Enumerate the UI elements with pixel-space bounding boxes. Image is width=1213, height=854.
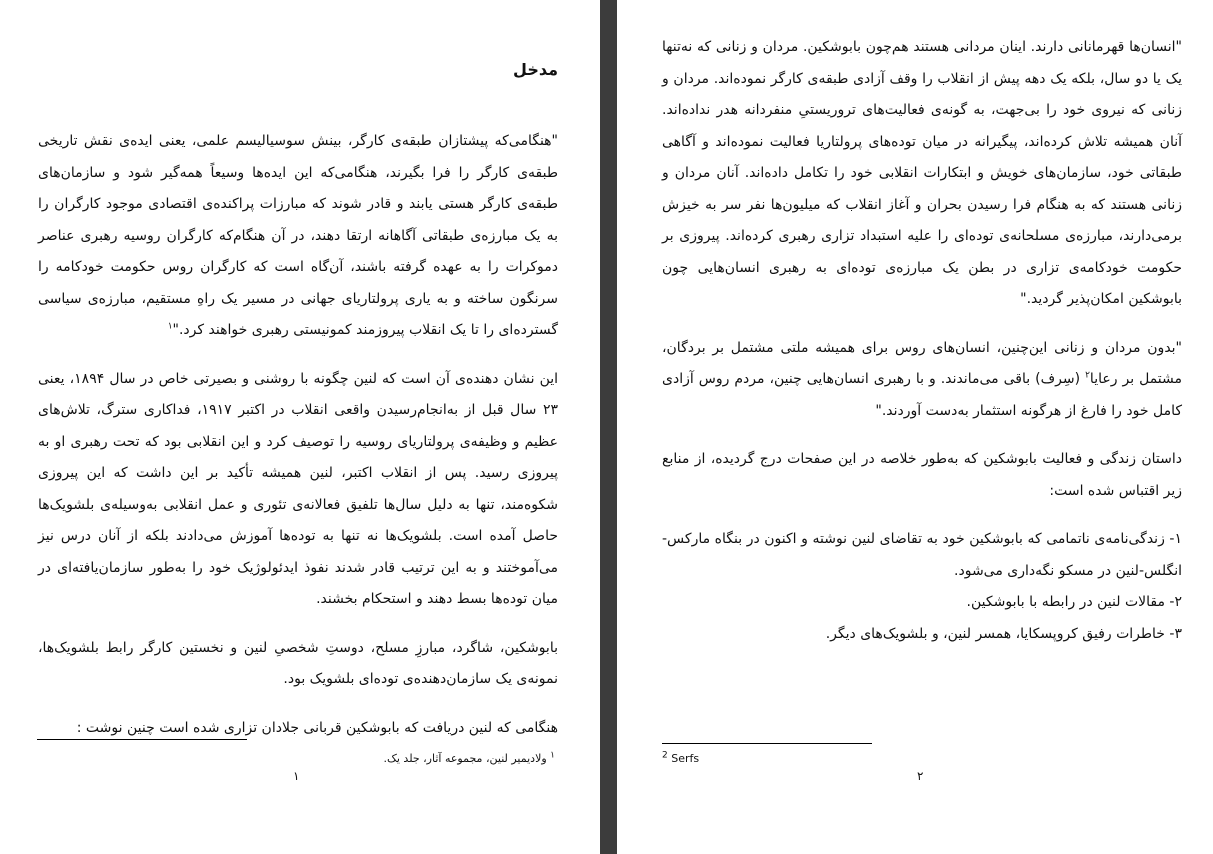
- left-page: [0, 0, 600, 854]
- footnote-marker: ١: [167, 321, 173, 332]
- quote-paragraph: "انسان‌ها قهرمانانی دارند. اینان مردانی هستند هم‌چون بابوشکین. مردان و زنانی که نه‌تنها یک یا دو سال، بلکه یک دهه پیش از انقلاب را وقف آزادی طبقه‌ی کارگر نموده‌اند. مردان و زنانی که نیروی خود را بی‌جهت، به گونه‌ی فعالیت‌های تروریستیِ منفردانه هدر نداده‌اند. آنان همیشه تلاش کرده‌اند، پیگیرانه در میان توده‌های پرولتاریا فعالیت نموده‌اند و آگاهی طبقاتی خود، سازمان‌های خویش و ابتکارات انقلابی خود را تکامل داده‌اند. آنان مردان و زنانی هستند که به هنگام فرا رسیدن بحران و آغاز انقلاب که میلیون‌ها نفر سر به خیزش برمی‌دارند، مبارزه‌ی مسلحانه‌ی توده‌ای را علیه استبداد تزاری رهبری کرده‌اند. پیروزی بر حکومت خودکامه‌ی تزاری در بطن یک مبارزه‌ی توده‌ای به رهبری انسان‌هایی چون بابوشکین امکان‌پذیر گردید.": [662, 39, 1182, 307]
- page-title: مدخل: [513, 60, 558, 79]
- paragraph: داستان زندگی و فعالیت بابوشکین که به‌طور خلاصه در این صفحات درج گردیده، از منابع زیر اقتباس شده است:: [662, 451, 1182, 499]
- footnote: [384, 752, 555, 765]
- footnote-divider: [37, 739, 247, 740]
- right-page: [617, 0, 1213, 854]
- paragraph-text: "بدون مردان و زنانی این‌چنین، انسان‌های روس برای همیشه ملتی مشتمل بر بردگان، مشتمل بر رعایا: [662, 339, 1182, 387]
- paragraph: هنگامی که لنین دریافت که بابوشکین قربانی جلادان تزاری شده است چنین نوشت :: [76, 719, 558, 736]
- footnote-number: ١: [550, 750, 555, 761]
- paragraph: بابوشکین، شاگرد، مبارزِ مسلح، دوستِ شخصیِ لنین و نخستین کارگر رابط بلشویک‌ها، نمونه‌ی یک سازمان‌دهنده‌ی توده‌ای بلشویک بود.: [38, 639, 558, 687]
- paragraph-text: "هنگامی‌که پیشتازان طبقه‌ی کارگر، بینش سوسیالیسم علمی، یعنی ایده‌ی نقش تاریخی طبقه‌ی کارگر را فرا بگیرند، هنگامی‌که این ایده‌ها وسیعاً همه‌گیر شود و سازمان‌های طبقه‌ی کارگر هستی یابند و قادر شوند که مبارزات پراکنده‌ی اقتصادی موجود کارگران را به یک مبارزه‌ی طبقاتی آگاهانه ارتقا دهند، در آن هنگام‌که کارگران روسیه رهبری عناصر دموکرات را به عهده گرفته باشند، آن‌گاه است که کارگران روس حکومت خودکامه را سرنگون ساخته و به یاری پرولتاریای جهانی در مسیر یک راهِ مستقیم، مبارزه‌ی سیاسی گسترده‌ای را تا یک انقلاب پیروزمند کمونیستی رهبری خواهند کرد.": [38, 133, 558, 338]
- quote-paragraph: [38, 126, 558, 347]
- page-number: ١: [293, 769, 300, 783]
- footnote-text: Serfs: [671, 752, 700, 765]
- list-item: ٢- مقالات لنین در رابطه با بابوشکین.: [966, 594, 1182, 610]
- page-number: ٢: [917, 769, 924, 783]
- paragraph-text: (سِرف) باقی می‌ماندند. و با رهبری انسان‌هایی چنین، مردم روس آزادی کامل خود را فارغ از هرگونه استثمار به‌دست آوردند.": [662, 371, 1182, 419]
- footnote-text: ولادیمیر لنین، مجموعه آثار، جلد یک.: [383, 752, 547, 765]
- source-list: [662, 524, 1182, 650]
- list-item: ١- زندگی‌نامه‌ی ناتمامی که بابوشکین خود به تقاضای لنین نوشته و اکنون در بنگاه مارکس-انگلس-لنین در مسکو نگه‌داری می‌شود.: [662, 531, 1182, 579]
- footnote-marker: ٢: [1085, 370, 1090, 381]
- left-page-body: [38, 126, 558, 761]
- footnote: [662, 752, 699, 765]
- footnote-number: 2: [662, 750, 668, 761]
- list-item: ٣- خاطرات رفیق کروپسکایا، همسر لنین، و بلشویک‌های دیگر.: [825, 625, 1182, 642]
- footnote-divider: [662, 743, 872, 744]
- right-page-body: [662, 32, 1182, 650]
- quote-paragraph: [662, 333, 1182, 428]
- paragraph: این نشان دهنده‌ی آن است که لنین چگونه با روشنی و بصیرتی خاص در سال ۱۸۹۴، یعنی ۲۳ سال قبل از به‌انجام‌رسیدن واقعی انقلاب در اکتبر ۱۹۱۷، فداکاری سترگ، تلاش‌های عظیم و وظیفه‌ی پرولتاریای روسیه را توصیف کرد و این انقلابی بود که تحت رهبری او به پیروزی رسید. پس از انقلاب اکتبر، لنین همیشه تأکید بر این داشت که این پیروزی شکوه‌مند، تنها به دلیل سال‌ها تلفیق فعالانه‌ی تئوری و عمل انقلابی به‌وسیله‌ی بلشویک‌ها حاصل آمده است. بلشویک‌ها نه تنها به توده‌ها آموزش می‌دادند بلکه از آنان درس نیز می‌آموختند و به این ترتیب قادر شدند نفوذ ایدئولوژیک خود را به‌طور سازمان‌یافته‌ای در میان توده‌ها بسط دهند و استحکام بخشند.: [38, 370, 559, 607]
